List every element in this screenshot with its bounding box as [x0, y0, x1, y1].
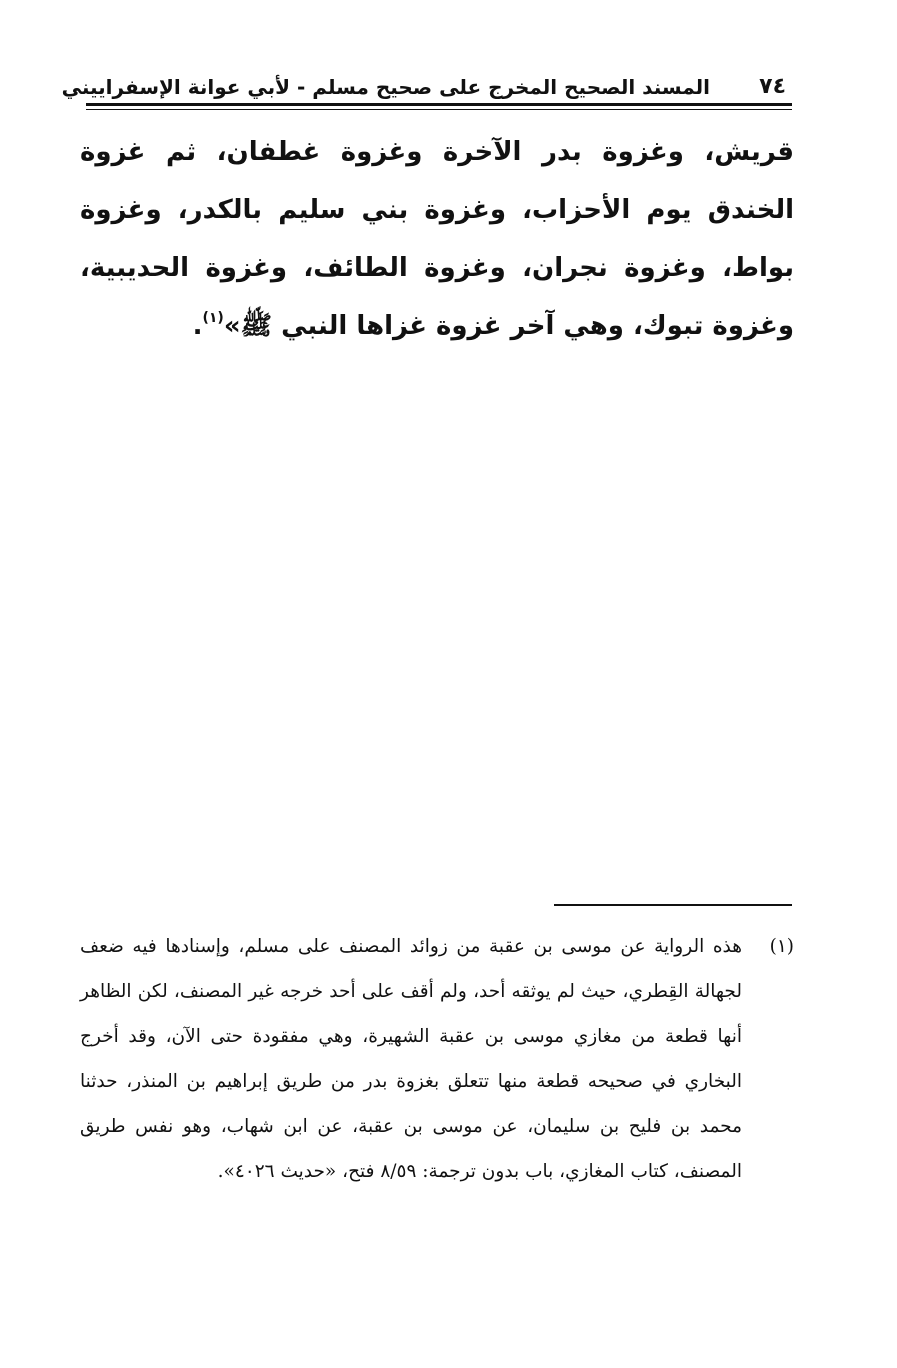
footnote-marker: (١): [769, 936, 794, 957]
header-rule-thin: [86, 109, 792, 110]
header-rule-thick: [86, 103, 792, 106]
main-text-end-punctuation: .: [192, 311, 203, 341]
running-header: [61, 72, 792, 102]
main-text-body: قريش، وغزوة بدر الآخرة وغزوة غطفان، ثم غزوة الخندق يوم الأحزاب، وغزوة بني سليم بالكدر، وغزوة بواط، وغزوة نجران، وغزوة الطائف، وغزوة الحديبية، وغزوة تبوك، وهي آخر غزوة غزاها النبي ﷺ»: [80, 137, 794, 341]
footnote-reference[interactable]: (١): [202, 310, 224, 326]
footnote-text: هذه الرواية عن موسى بن عقبة من زوائد المصنف على مسلم، وإسنادها فيه ضعف لجهالة القِطري، حيث لم يوثقه أحد، ولم أقف على أحد خرجه غير المصنف، لكن الظاهر أنها قطعة من مغازي موسى بن عقبة الشهيرة، وهي مفقودة حتى الآن، وقد أخرج البخاري في صحيحه قطعة منها تتعلق بغزوة بدر من طريق إبراهيم بن المنذر، حدثنا محمد بن فليح بن سليمان، عن موسى بن عقبة، عن ابن شهاب، وهو نفس طريق المصنف، كتاب المغازي، باب بدون ترجمة: ٨/٥٩ فتح، «حديث ٤٠٢٦».: [80, 936, 742, 1182]
footnote-separator: [554, 904, 792, 906]
page-number: ٧٤: [759, 74, 786, 99]
footnote: [80, 924, 794, 1194]
running-header-title: المسند الصحيح المخرج على صحيح مسلم - لأبي عوانة الإسفراييني: [61, 75, 710, 99]
main-text: [80, 123, 794, 355]
